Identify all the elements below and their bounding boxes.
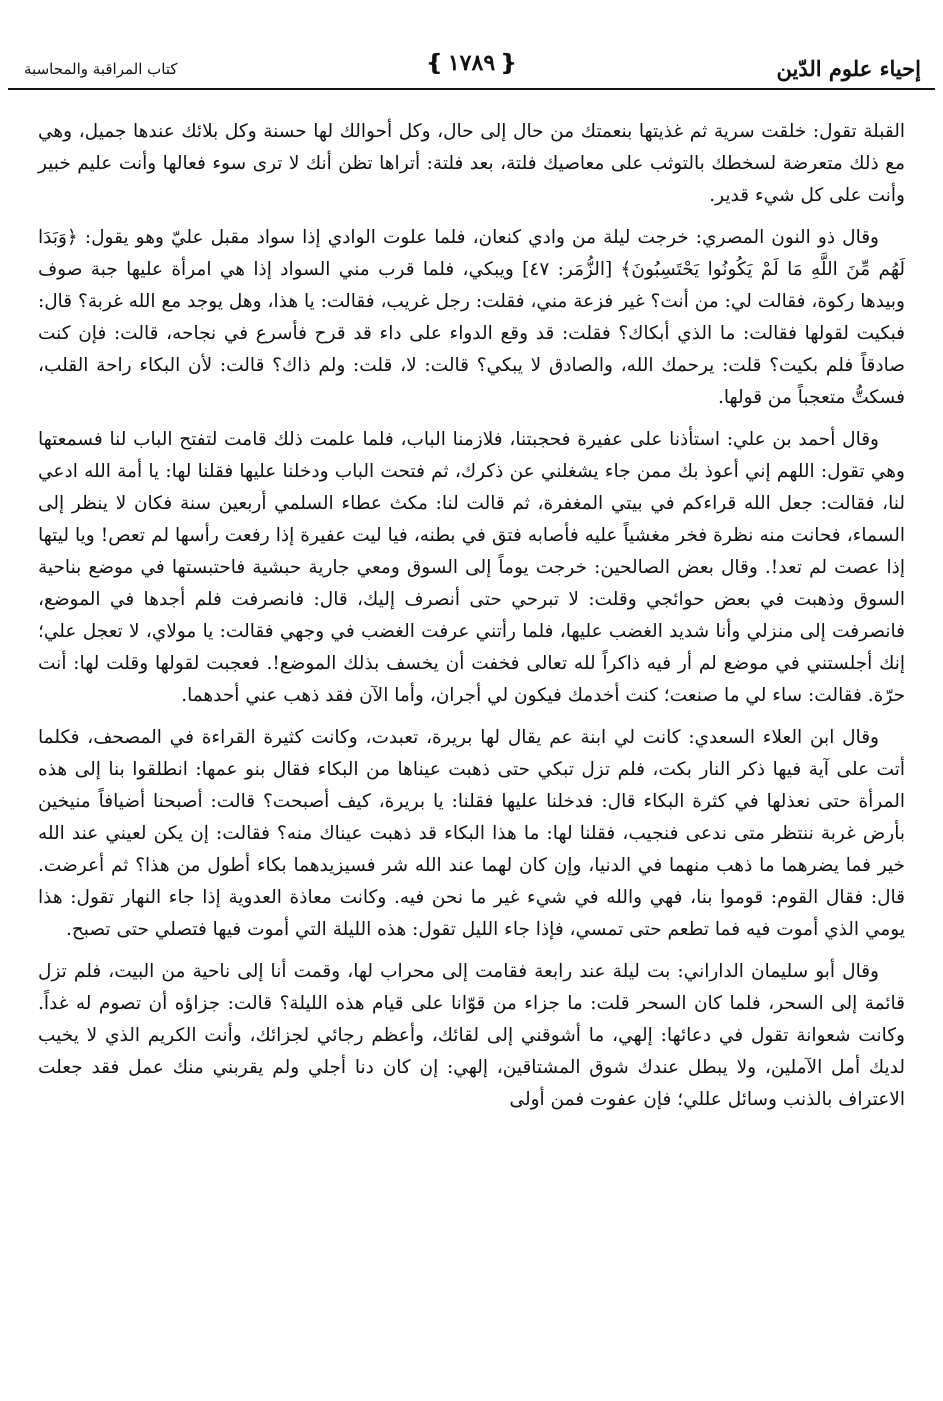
paragraph: وقال أحمد بن علي: استأذنا على عفيرة فحجبتنا، فلازمنا الباب، فلما علمت ذلك قامت لتفتح الباب لنا فسمعتها وهي تقول: اللهم إني أعوذ بك ممن جاء يشغلني عن ذكرك، ثم فتحت الباب ودخلنا عليها فقلنا لها: يا أمة الله ادعي لنا، فقالت: جعل الله قراءكم في بيتي المغفرة، ثم قالت لنا: مكث عطاء السلمي أربعين سنة فكان لا ينظر إلى السماء، فحانت منه نظرة فخر مغشياً عليه فأصابه فتق في بطنه، فيا ليت عفيرة إذا رفعت رأسها لم تعص! ويا ليتها إذا عصت لم تعد!. وقال بعض الصالحين: خرجت يوماً إلى السوق ومعي جارية حبشية فاحتبستها في موضع بناحية السوق وذهبت في بعض حوائجي وقلت: لا تبرحي حتى أنصرف إليك، قال: فانصرفت فلم أجدها في الموضع، فانصرفت إلى منزلي وأنا شديد الغضب عليها، فلما رأتني عرفت الغضب في وجهي فقالت: يا مولاي، لا تعجل علي؛ إنك أجلستني في موضع لم أر فيه ذاكراً لله تعالى فخفت أن يخسف بذلك الموضع!. فعجبت لقولها وقلت لها: أنت حرّة. فقالت: ساء لي ما صنعت؛ كنت أخدمك فيكون لي أجران، وأما الآن فقد ذهب عني أحدهما.: [38, 429, 905, 706]
left-ornament-icon: ❴: [425, 50, 444, 76]
header-divider: [8, 88, 935, 90]
paragraph: القبلة تقول: خلقت سرية ثم غذيتها بنعمتك من حال إلى حال، وكل أحوالك لها حسنة وكل بلائك عندها جميل، وهي مع ذلك متعرضة لسخطك بالتوثب على معاصيك فلتة، بعد فلتة: أتراها تظن أنك لا ترى سوء فعالها وأنت عليم خبير وأنت على كل شيء قدير.: [38, 121, 905, 206]
paragraph: وقال ذو النون المصري: خرجت ليلة من وادي كنعان، فلما علوت الوادي إذا سواد مقبل عليّ وهو يقول: ﴿وَبَدَا لَهُم مِّنَ اللَّهِ مَا لَمْ يَكُونُوا يَحْتَسِبُونَ﴾ [الزُّمَر: ٤٧] ويبكي، فلما قرب مني السواد إذا هي امرأة عليها جبة صوف وبيدها ركوة، فقالت لي: من أنت؟ غير فزعة مني، فقلت: رجل غريب، فقالت: يا هذا، وهل يوجد مع الله غربة؟ قال: فبكيت لقولها فقالت: ما الذي أبكاك؟ فقلت: قد وقع الدواء على داء قد قرح فأسرع في نجاحه، قالت: فإن كنت صادقاً فلم بكيت؟ قلت: يرحمك الله، والصادق لا يبكي؟ قالت: لا، قلت: ولم ذاك؟ قالت: لأن البكاء راحة القلب، فسكتُّ متعجباً من قولها.: [38, 227, 905, 408]
section-title: كتاب المراقبة والمحاسبة: [24, 60, 178, 78]
paragraph: وقال ابن العلاء السعدي: كانت لي ابنة عم يقال لها بريرة، تعبدت، وكانت كثيرة القراءة في المصحف، فكلما أتت على آية فيها ذكر النار بكت، فلم تزل تبكي حتى ذهبت عيناها من البكاء فقال بنو عمها: انطلقوا بنا إلى هذه المرأة حتى نعذلها في كثرة البكاء قال: فدخلنا عليها فقلنا: يا بريرة، كيف أصبحت؟ قالت: أصبحنا أضيافاً منيخين بأرض غربة ننتظر متى ندعى فنجيب، فقلنا لها: ما هذا البكاء قد ذهبت عيناك منه؟ فقالت: إن يكن لعيني عند الله خير فما يضرهما ما ذهب منهما في الدنيا، وإن كان لهما عند الله شر فسيزيدهما بكاء أطول من هذا؟ ثم أعرضت. قال: فقال القوم: قوموا بنا، فهي والله في شيء غير ما نحن فيه. وكانت معاذة العدوية إذا جاء النهار تقول: هذا يومي الذي أموت فيه فما تطعم حتى تمسي، فإذا جاء الليل تقول: هذه الليلة التي أموت فيها فتصلي حتى تصبح.: [38, 727, 905, 940]
page-number-frame: [425, 50, 517, 76]
main-text: [38, 116, 905, 1126]
page-header: [8, 50, 935, 94]
right-ornament-icon: ❵: [499, 50, 518, 76]
page-number: ١٧٨٩: [447, 50, 496, 76]
paragraph: وقال أبو سليمان الداراني: بت ليلة عند رابعة فقامت إلى محراب لها، وقمت أنا إلى ناحية من البيت، فلم تزل قائمة إلى السحر، فلما كان السحر قلت: ما جزاء من قوّانا على قيام هذه الليلة؟ قالت: جزاؤه أن تصوم له غداً. وكانت شعوانة تقول في دعائها: إلهي، ما أشوقني إلى لقائك، وأعظم رجائي لجزائك، وأنت الكريم الذي لا يخيب لديك أمل الآملين، ولا يبطل عندك شوق المشتاقين، إلهي: إن كان دنا أجلي ولم يقربني منك عمل فقد جعلت الاعتراف بالذنب وسائل عللي؛ فإن عفوت فمن أولى: [38, 961, 905, 1110]
book-title: إحياء علوم الدّين: [776, 56, 921, 81]
